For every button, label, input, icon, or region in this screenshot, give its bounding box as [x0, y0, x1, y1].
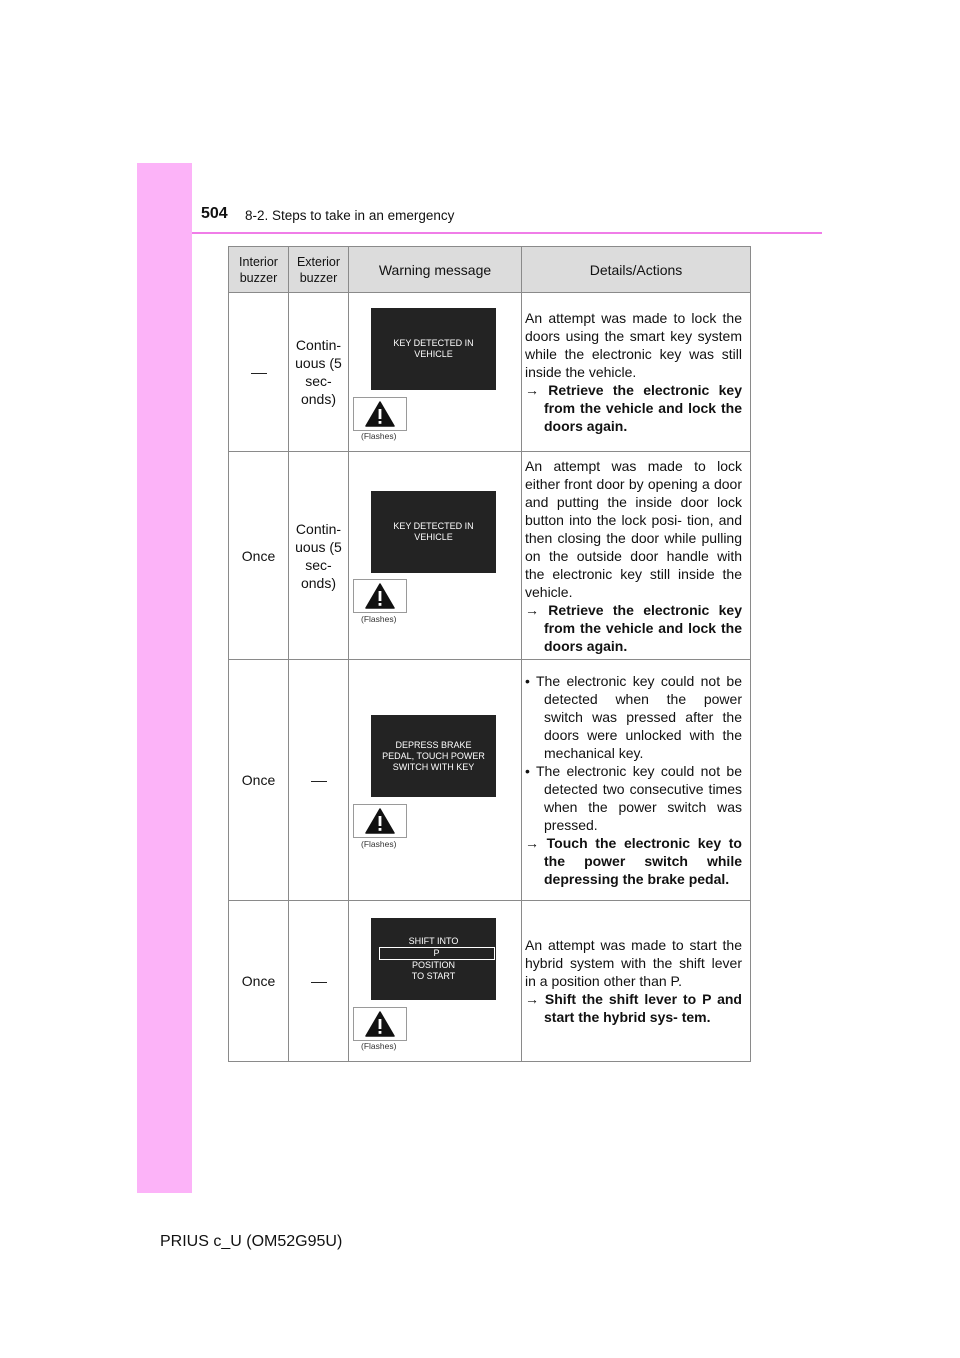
interior-buzzer-cell: [229, 293, 289, 452]
details-cell: [522, 293, 751, 452]
warning-icon: [353, 579, 407, 613]
table-row: [229, 901, 751, 1062]
warning-message-cell: [349, 293, 522, 452]
flashes-label: (Flashes): [361, 839, 397, 849]
action-text: → Retrieve the electronic key from the vehicle and lock the doors again.: [525, 601, 742, 654]
display-screen: SHIFT INTO P POSITION TO START: [371, 918, 496, 1000]
interior-buzzer-cell: Once: [229, 660, 289, 901]
display-screen: KEY DETECTED IN VEHICLE: [371, 308, 496, 390]
bullet-item: • The electronic key could not be detected when the power switch was pressed after the doors were unlocked with the mechanical key.: [525, 673, 742, 761]
flashes-label: (Flashes): [361, 431, 397, 441]
table-row: [229, 293, 751, 452]
header-warning-message: Warning message: [349, 247, 522, 293]
header-interior-buzzer: Interior buzzer: [229, 247, 289, 293]
p-position-icon: P: [379, 947, 495, 960]
details-text: An attempt was made to lock the doors using the smart key system while the electronic key was still inside the vehicle.: [525, 310, 742, 380]
header-details-actions: Details/Actions: [522, 247, 751, 293]
interior-buzzer-cell: Once: [229, 452, 289, 660]
footer-model-code: PRIUS c_U (OM52G95U): [160, 1233, 343, 1250]
action-text: → Touch the electronic key to the power switch while depressing the brake pedal.: [525, 835, 742, 887]
warning-icon: [353, 804, 407, 838]
warning-icon: [353, 1007, 407, 1041]
table-row: [229, 452, 751, 660]
warning-message-cell: [349, 901, 522, 1062]
dash-mark: [251, 373, 267, 374]
details-cell: [522, 452, 751, 660]
warning-table: [228, 246, 751, 1062]
header-rule: [192, 232, 822, 234]
details-text: An attempt was made to start the hybrid system with the shift lever in a position other than P.: [525, 937, 742, 989]
warning-message-cell: [349, 452, 522, 660]
dash-mark: [311, 982, 327, 983]
action-text: → Shift the shift lever to P and start the hybrid sys- tem.: [525, 991, 742, 1025]
dash-mark: [311, 781, 327, 782]
section-title: 8-2. Steps to take in an emergency: [245, 208, 455, 223]
exterior-buzzer-cell: Contin- uous (5 sec- onds): [289, 293, 349, 452]
details-cell: [522, 901, 751, 1062]
flashes-label: (Flashes): [361, 614, 397, 624]
table-row: [229, 660, 751, 901]
interior-buzzer-cell: Once: [229, 901, 289, 1062]
display-screen: KEY DETECTED IN VEHICLE: [371, 491, 496, 573]
warning-icon: [353, 397, 407, 431]
page-number: 504: [201, 205, 228, 222]
details-text: An attempt was made to lock either front door by opening a door and putting the inside door lock button into the lock posi- tion, and then closing the door while pulling on the outside door handle with the electronic key still inside the vehicle.: [525, 457, 742, 600]
header-exterior-buzzer: Exterior buzzer: [289, 247, 349, 293]
display-screen: DEPRESS BRAKE PEDAL, TOUCH POWER SWITCH WITH KEY: [371, 715, 496, 797]
exterior-buzzer-cell: [289, 660, 349, 901]
table-header-row: [229, 247, 751, 293]
bullet-item: • The electronic key could not be detected two consecutive times when the power switch was pressed.: [525, 763, 742, 833]
exterior-buzzer-cell: Contin- uous (5 sec- onds): [289, 452, 349, 660]
side-band: [137, 163, 192, 1193]
warning-message-cell: [349, 660, 522, 901]
details-cell: [522, 660, 751, 901]
action-text: → Retrieve the electronic key from the vehicle and lock the doors again.: [525, 382, 742, 434]
exterior-buzzer-cell: [289, 901, 349, 1062]
flashes-label: (Flashes): [361, 1041, 397, 1051]
